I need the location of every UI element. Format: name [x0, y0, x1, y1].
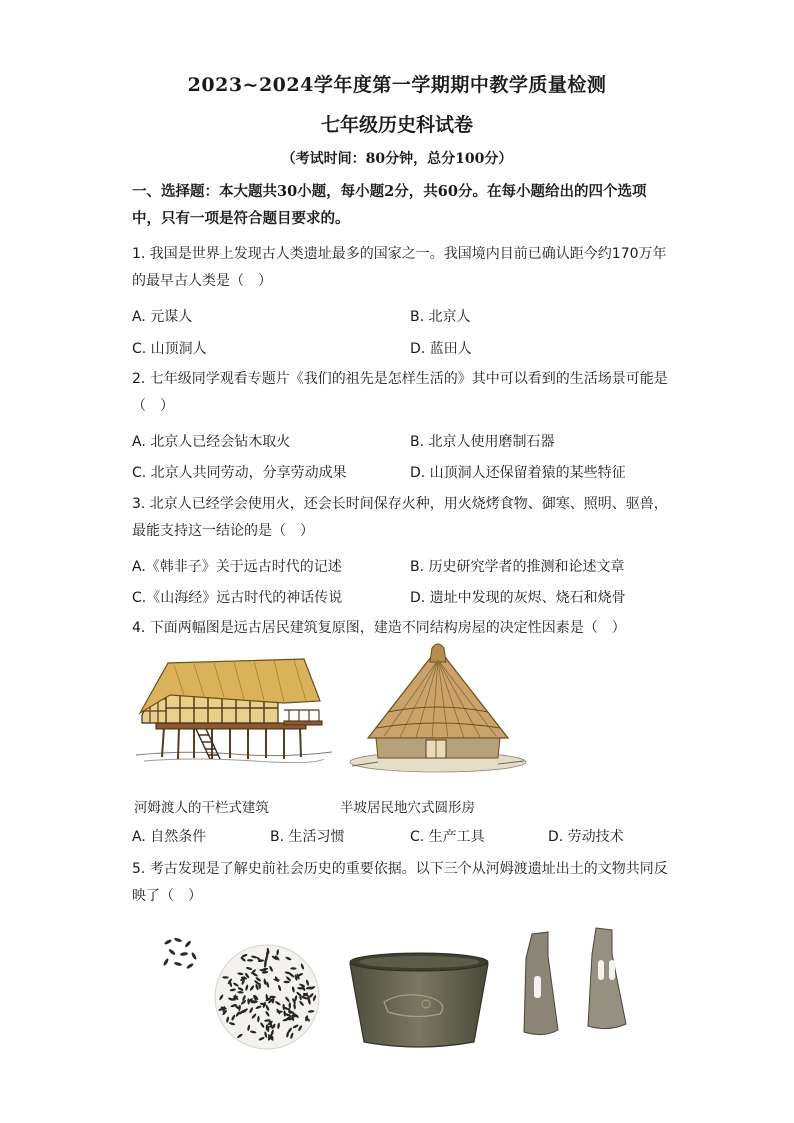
bone-spade-image — [514, 926, 634, 1046]
q2-option-d: D. 山顶洞人还保留着猿的某些特征 — [410, 465, 626, 481]
exam-info: （考试时间：80分钟，总分100分） — [281, 151, 513, 167]
q1-option-d: D. 蓝田人 — [410, 341, 472, 357]
exam-title: 2023~2024学年度第一学期期中教学质量检测 — [187, 74, 607, 96]
q3-option-b: B. 历史研究学者的推测和论述文章 — [410, 559, 625, 575]
question-1-stem: 1. 我国是世界上发现古人类遗址最多的国家之一。我国境内目前已确认距今约170万年的最早古人类是（ ） — [132, 246, 667, 289]
round-hut-image — [348, 642, 528, 777]
question-5-stem: 5. 考古发现是了解史前社会历史的重要依据。以下三个从河姆渡遗址出土的文物共同反映了（ ） — [132, 861, 668, 904]
q4-option-c: C. 生产工具 — [410, 829, 485, 845]
stilt-house-caption: 河姆渡人的干栏式建筑 — [134, 800, 269, 816]
question-2-stem: 2. 七年级同学观看专题片《我们的祖先是怎样生活的》其中可以看到的生活场景可能是（ ） — [132, 371, 668, 414]
pottery-bowl-image — [344, 946, 494, 1056]
q2-option-b: B. 北京人使用磨制石器 — [410, 434, 555, 450]
question-3-stem: 3. 北京人已经学会使用火，还会长时间保存火种，用火烧烤食物、御寒、照明、驱兽，最能支持这一结论的是（ ） — [132, 496, 668, 539]
stilt-house-image — [134, 655, 334, 770]
round-hut-caption: 半坡居民地穴式圆形房 — [340, 800, 475, 816]
section-instruction: 一、选择题：本大题共30小题，每小题2分，共60分。在每小题给出的四个选项中，只有一项是符合题目要求的。 — [132, 183, 647, 227]
q1-option-a: A. 元谋人 — [132, 309, 193, 325]
q1-option-c: C. 山顶洞人 — [132, 341, 207, 357]
q2-option-c: C. 北京人共同劳动，分享劳动成果 — [132, 465, 347, 481]
q4-option-a: A. 自然条件 — [132, 829, 207, 845]
q3-option-c: C.《山海经》远古时代的神话传说 — [132, 590, 343, 606]
q1-option-b: B. 北京人 — [410, 309, 471, 325]
rice-grains-circle-image — [212, 942, 322, 1052]
exam-subtitle: 七年级历史科试卷 — [320, 114, 473, 136]
q4-option-b: B. 生活习惯 — [270, 829, 345, 845]
question-4-stem: 4. 下面两幅图是远古居民建筑复原图，建造不同结构房屋的决定性因素是（ ） — [132, 620, 626, 636]
rice-grains-small-image — [158, 932, 204, 972]
q2-option-a: A. 北京人已经会钻木取火 — [132, 434, 291, 450]
q3-option-d: D. 遗址中发现的灰烬、烧石和烧骨 — [410, 590, 626, 606]
q4-option-d: D. 劳动技术 — [548, 829, 624, 845]
q3-option-a: A.《韩非子》关于远古时代的记述 — [132, 559, 342, 575]
